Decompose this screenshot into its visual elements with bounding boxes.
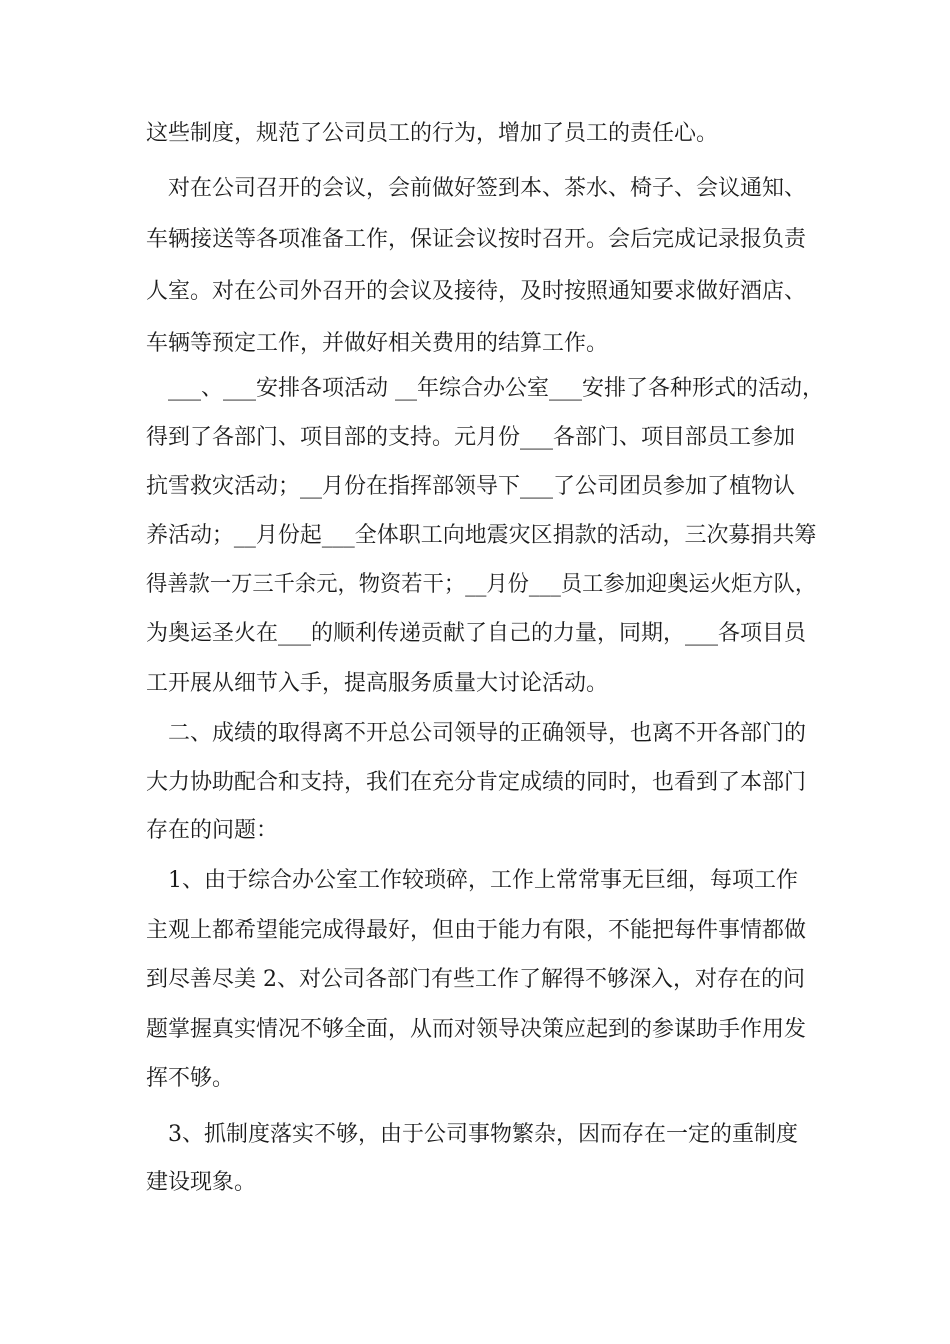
text-line: 到尽善尽美 2、对公司各部门有些工作了解得不够深入，对存在的问 xyxy=(146,967,805,992)
text-line: 1、由于综合办公室工作较琐碎，工作上常常事无巨细，每项工作 xyxy=(168,868,798,893)
text-line: 车辆等预定工作，并做好相关费用的结算工作。 xyxy=(146,331,609,356)
text-line: 二、成绩的取得离不开总公司领导的正确领导，也离不开各部门的 xyxy=(168,721,807,746)
text-line: 主观上都希望能完成得最好，但由于能力有限，不能把每件事情都做 xyxy=(146,918,807,943)
text-line: 人室。对在公司外召开的会议及接待，及时按照通知要求做好酒店、 xyxy=(146,279,807,304)
text-line: 养活动；__月份起___全体职工向地震灾区捐款的活动，三次募捐共筹 xyxy=(146,523,817,548)
text-line: 这些制度，规范了公司员工的行为，增加了员工的责任心。 xyxy=(146,121,719,146)
text-line: 3、抓制度落实不够，由于公司事物繁杂，因而存在一定的重制度 xyxy=(168,1122,798,1147)
text-line: 工开展从细节入手，提高服务质量大讨论活动。 xyxy=(146,671,609,696)
text-line: 得到了各部门、项目部的支持。元月份___各部门、项目部员工参加 xyxy=(146,425,796,450)
text-line: 抗雪救灾活动；__月份在指挥部领导下___了公司团员参加了植物认 xyxy=(146,474,796,499)
text-line: 题掌握真实情况不够全面，从而对领导决策应起到的参谋助手作用发 xyxy=(146,1017,807,1042)
text-line: 车辆接送等各项准备工作，保证会议按时召开。会后完成记录报负责 xyxy=(146,227,807,252)
text-line: 对在公司召开的会议，会前做好签到本、茶水、椅子、会议通知、 xyxy=(168,176,807,201)
text-line: 得善款一万三千余元，物资若干；__月份___员工参加迎奥运火炬方队， xyxy=(146,572,817,597)
text-line: 建设现象。 xyxy=(146,1170,257,1195)
text-line: 为奥运圣火在___的顺利传递贡献了自己的力量，同期，___各项目员 xyxy=(146,621,807,646)
text-line: 大力协助配合和支持，我们在充分肯定成绩的同时，也看到了本部门 xyxy=(146,770,807,795)
text-line: 挥不够。 xyxy=(146,1066,235,1091)
text-line: 存在的问题： xyxy=(146,818,279,843)
text-line: ___、___安排各项活动 __年综合办公室___安排了各种形式的活动， xyxy=(168,376,824,401)
